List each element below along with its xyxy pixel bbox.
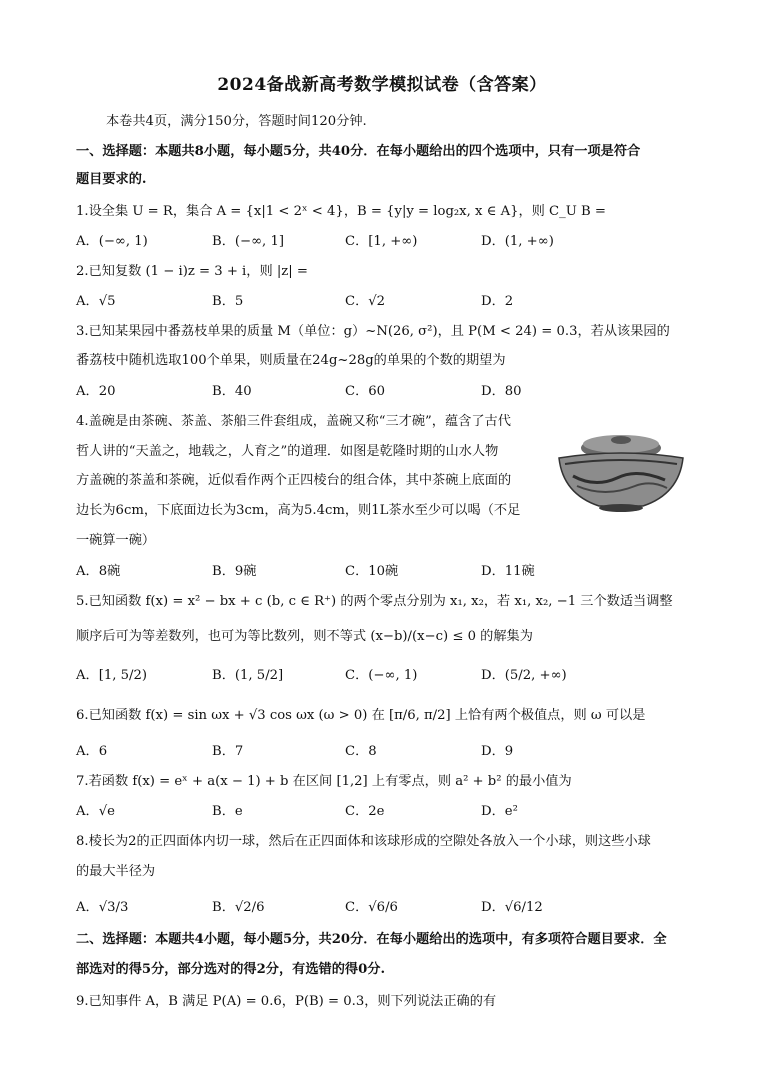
q8-stem-line1: 8.棱长为2的正四面体内切一球，然后在正四面体和该球形成的空隙处各放入一个小球，则这些小球	[76, 834, 651, 849]
q5-stem-line1: 5.已知函数 f(x) = x² − bx + c (b, c ∈ R⁺) 的两个零点分别为 x₁, x₂，若 x₁, x₂, −1 三个数适当调整	[76, 594, 673, 609]
q3-option-d: D．80	[481, 384, 522, 399]
q9-stem: 9.已知事件 A，B 满足 P(A) = 0.6，P(B) = 0.3，则下列说法正确的有	[76, 994, 497, 1009]
q2-option-d: D．2	[481, 294, 514, 309]
q7-option-c: C．2e	[345, 804, 385, 819]
q4-stem-line1: 4.盖碗是由茶碗、茶盖、茶船三件套组成，盖碗又称“三才碗”，蕴含了古代	[76, 414, 511, 429]
q1-option-c: C．[1, +∞)	[345, 234, 418, 249]
q8-option-b: B．√2/6	[212, 900, 265, 915]
q6-option-b: B．7	[212, 744, 244, 759]
q6-stem: 6.已知函数 f(x) = sin ωx + √3 cos ωx (ω > 0) 在 [π/6, π/2] 上恰有两个极值点，则 ω 可以是	[76, 708, 646, 723]
q7-option-d: D．e²	[481, 804, 518, 819]
q8-stem-line2: 的最大半径为	[76, 864, 156, 879]
section2-heading-line2: 部选对的得5分，部分选对的得2分，有选错的得0分.	[76, 962, 386, 977]
q4-option-c: C．10碗	[345, 564, 399, 579]
q4-stem-line5: 一碗算一碗）	[76, 533, 156, 548]
q1-option-b: B．(−∞, 1]	[212, 234, 284, 249]
q7-stem: 7.若函数 f(x) = eˣ + a(x − 1) + b 在区间 [1,2] 上有零点，则 a² + b² 的最小值为	[76, 774, 572, 789]
q2-option-c: C．√2	[345, 294, 386, 309]
q4-stem-line4: 边长为6cm，下底面边长为3cm，高为5.4cm，则1L茶水至少可以喝（不足	[76, 503, 521, 518]
q3-stem-line1: 3.已知某果园中番荔枝单果的质量 M（单位：g）~N(26, σ²)，且 P(M < 24) = 0.3，若从该果园的	[76, 324, 670, 339]
q3-option-a: A．20	[76, 384, 116, 399]
q2-option-b: B．5	[212, 294, 244, 309]
q1-stem: 1.设全集 U = R，集合 A = {x|1 < 2ˣ < 4}，B = {y|y = log₂x, x ∈ A}，则 C_U B =	[76, 204, 606, 219]
q5-option-c: C．(−∞, 1)	[345, 668, 418, 683]
q5-stem-line2: 顺序后可为等差数列，也可为等比数列，则不等式 (x−b)/(x−c) ≤ 0 的解集为	[76, 629, 533, 644]
section2-heading-line1: 二、选择题：本题共4小题，每小题5分，共20分．在每小题给出的选项中，有多项符合题目要求．全	[76, 932, 667, 947]
q5-option-b: B．(1, 5/2]	[212, 668, 284, 683]
q6-option-c: C．8	[345, 744, 377, 759]
section1-heading-line1: 一、选择题：本题共8小题，每小题5分，共40分．在每小题给出的四个选项中，只有一项是符合	[76, 144, 641, 159]
q5-option-d: D．(5/2, +∞)	[481, 668, 567, 683]
q4-option-b: B．9碗	[212, 564, 257, 579]
q1-option-d: D．(1, +∞)	[481, 234, 554, 249]
q4-stem-line2: 哲人讲的“天盖之，地载之，人育之”的道理．如图是乾隆时期的山水人物	[76, 444, 499, 459]
q3-option-b: B．40	[212, 384, 252, 399]
q4-option-d: D．11碗	[481, 564, 535, 579]
tea-bowl-image	[555, 428, 687, 514]
q2-option-a: A．√5	[76, 294, 116, 309]
section1-heading-line2: 题目要求的.	[76, 172, 147, 187]
page-title: 2024备战新高考数学模拟试卷（含答案）	[217, 75, 547, 95]
q4-stem-line3: 方盖碗的茶盖和茶碗，近似看作两个正四棱台的组合体，其中茶碗上底面的	[76, 473, 512, 488]
q6-option-d: D．9	[481, 744, 514, 759]
q6-option-a: A．6	[76, 744, 108, 759]
intro-text: 本卷共4页，满分150分，答题时间120分钟.	[106, 114, 367, 129]
q1-option-a: A．(−∞, 1)	[76, 234, 148, 249]
q7-option-b: B．e	[212, 804, 243, 819]
q2-stem: 2.已知复数 (1 − i)z = 3 + i，则 |z| =	[76, 264, 308, 279]
q4-option-a: A．8碗	[76, 564, 121, 579]
q5-option-a: A．[1, 5/2)	[76, 668, 147, 683]
q8-option-c: C．√6/6	[345, 900, 398, 915]
q3-option-c: C．60	[345, 384, 386, 399]
q8-option-d: D．√6/12	[481, 900, 543, 915]
q3-stem-line2: 番荔枝中随机选取100个单果，则质量在24g~28g的单果的个数的期望为	[76, 353, 506, 368]
q8-option-a: A．√3/3	[76, 900, 129, 915]
q7-option-a: A．√e	[76, 804, 115, 819]
